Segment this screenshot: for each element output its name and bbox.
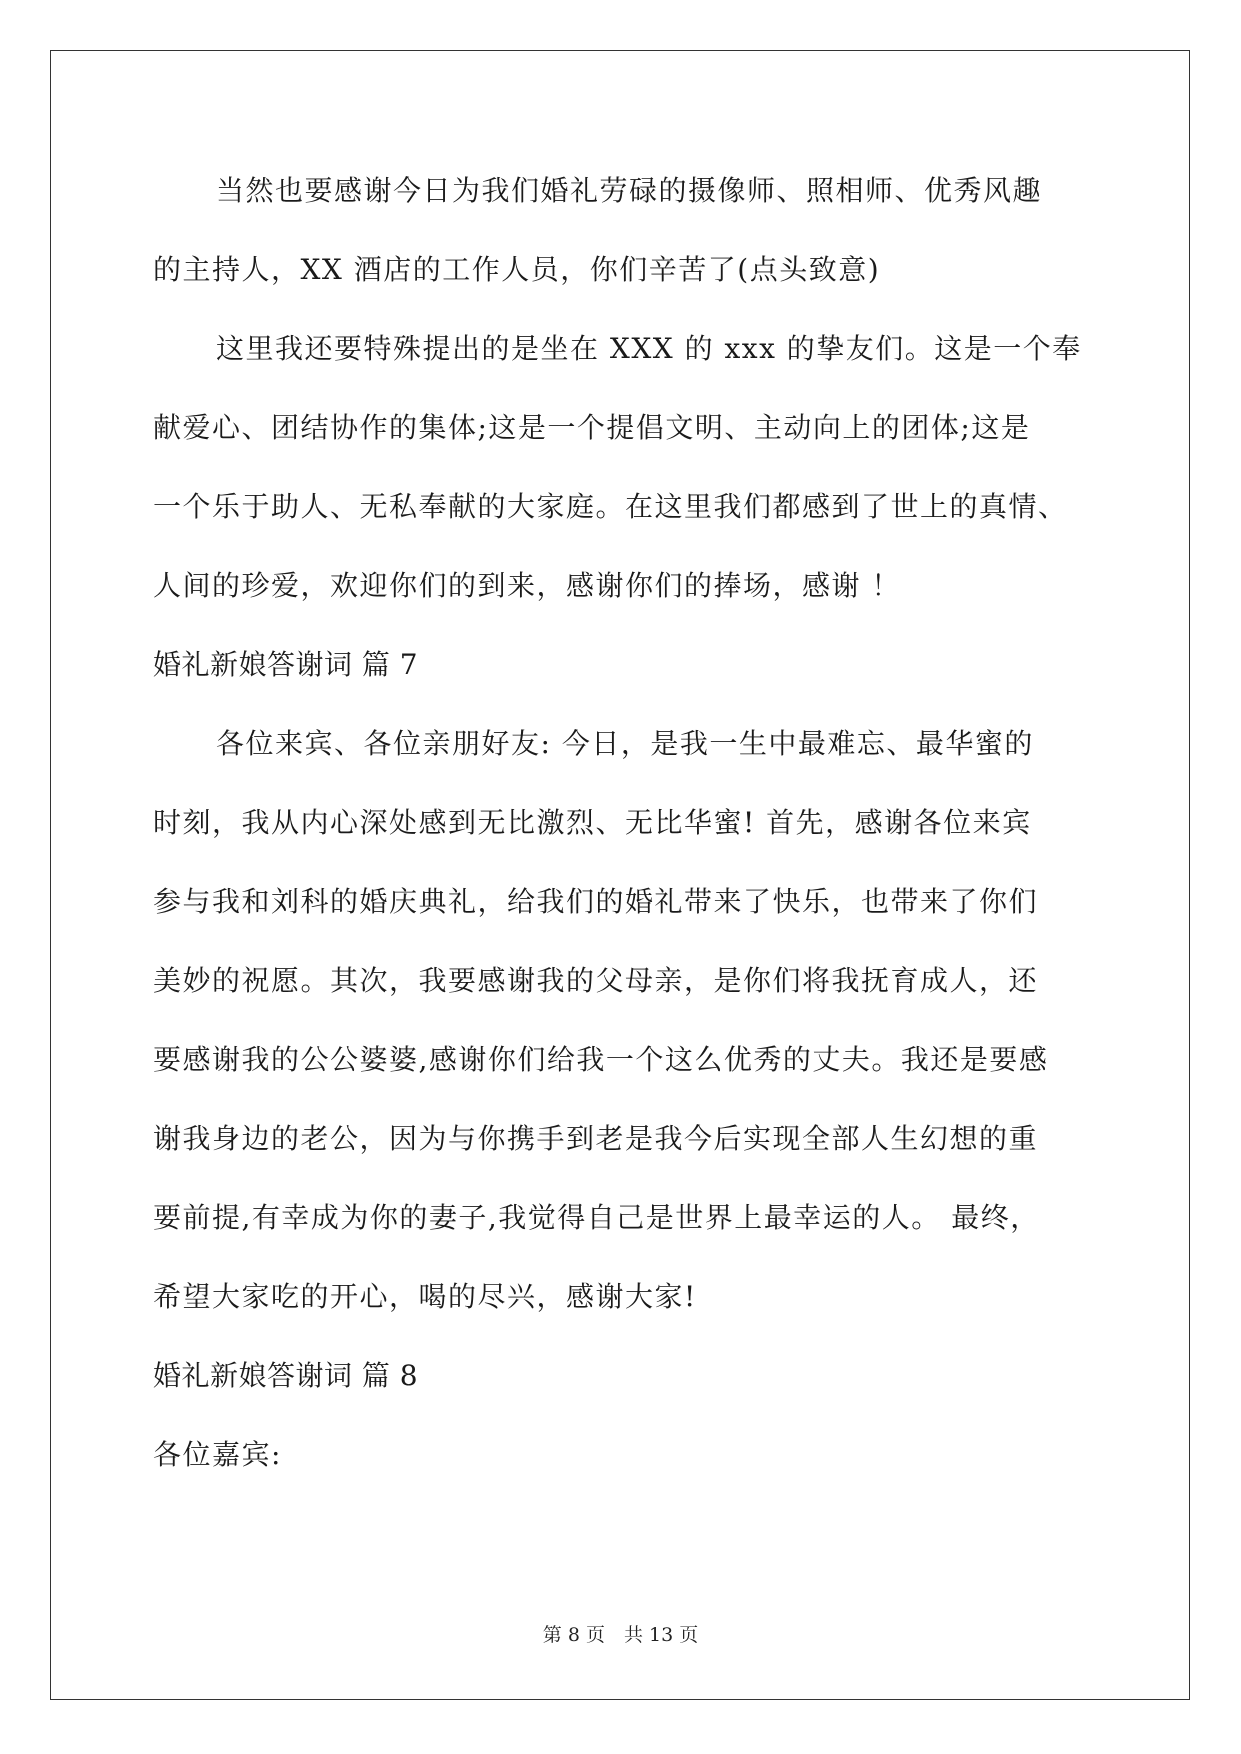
paragraph-line: 献爱心、团结协作的集体;这是一个提倡文明、主动向上的团体;这是 [153,411,1031,444]
paragraph-line: 要前提,有幸成为你的妻子,我觉得自己是世界上最幸运的人。 最终， [153,1201,1040,1234]
paragraph-line: 美妙的祝愿。其次，我要感谢我的父母亲，是你们将我抚育成人，还 [153,964,1039,997]
paragraph-line: 希望大家吃的开心，喝的尽兴，感谢大家! [153,1280,697,1313]
section-heading-8: 婚礼新娘答谢词 篇 8 [153,1359,419,1392]
paragraph-line: 一个乐于助人、无私奉献的大家庭。在这里我们都感到了世上的真情、 [153,490,1068,523]
paragraph-line: 这里我还要特殊提出的是坐在 XXX 的 xxx 的挚友们。这是一个奉 [216,332,1082,365]
section-heading-7: 婚礼新娘答谢词 篇 7 [153,648,419,681]
page-number-footer: 第 8 页 共 13 页 [542,1624,699,1646]
paragraph-line: 要感谢我的公公婆婆,感谢你们给我一个这么优秀的丈夫。我还是要感 [153,1043,1049,1076]
paragraph-line: 人间的珍爱，欢迎你们的到来，感谢你们的捧场，感谢 ！ [153,569,901,602]
paragraph-line: 各位来宾、各位亲朋好友: 今日，是我一生中最难忘、最华蜜的 [216,727,1034,760]
paragraph-line: 当然也要感谢今日为我们婚礼劳碌的摄像师、照相师、优秀风趣 [216,174,1043,207]
paragraph-line: 参与我和刘科的婚庆典礼，给我们的婚礼带来了快乐，也带来了你们 [153,885,1039,918]
paragraph-line: 时刻，我从内心深处感到无比激烈、无比华蜜! 首先，感谢各位来宾 [153,806,1032,839]
document-body [153,168,1093,1511]
paragraph-line: 的主持人，XX 酒店的工作人员，你们辛苦了(点头致意) [153,253,881,286]
paragraph-line: 谢我身边的老公，因为与你携手到老是我今后实现全部人生幻想的重 [153,1122,1039,1155]
salutation-line: 各位嘉宾: [153,1438,282,1471]
